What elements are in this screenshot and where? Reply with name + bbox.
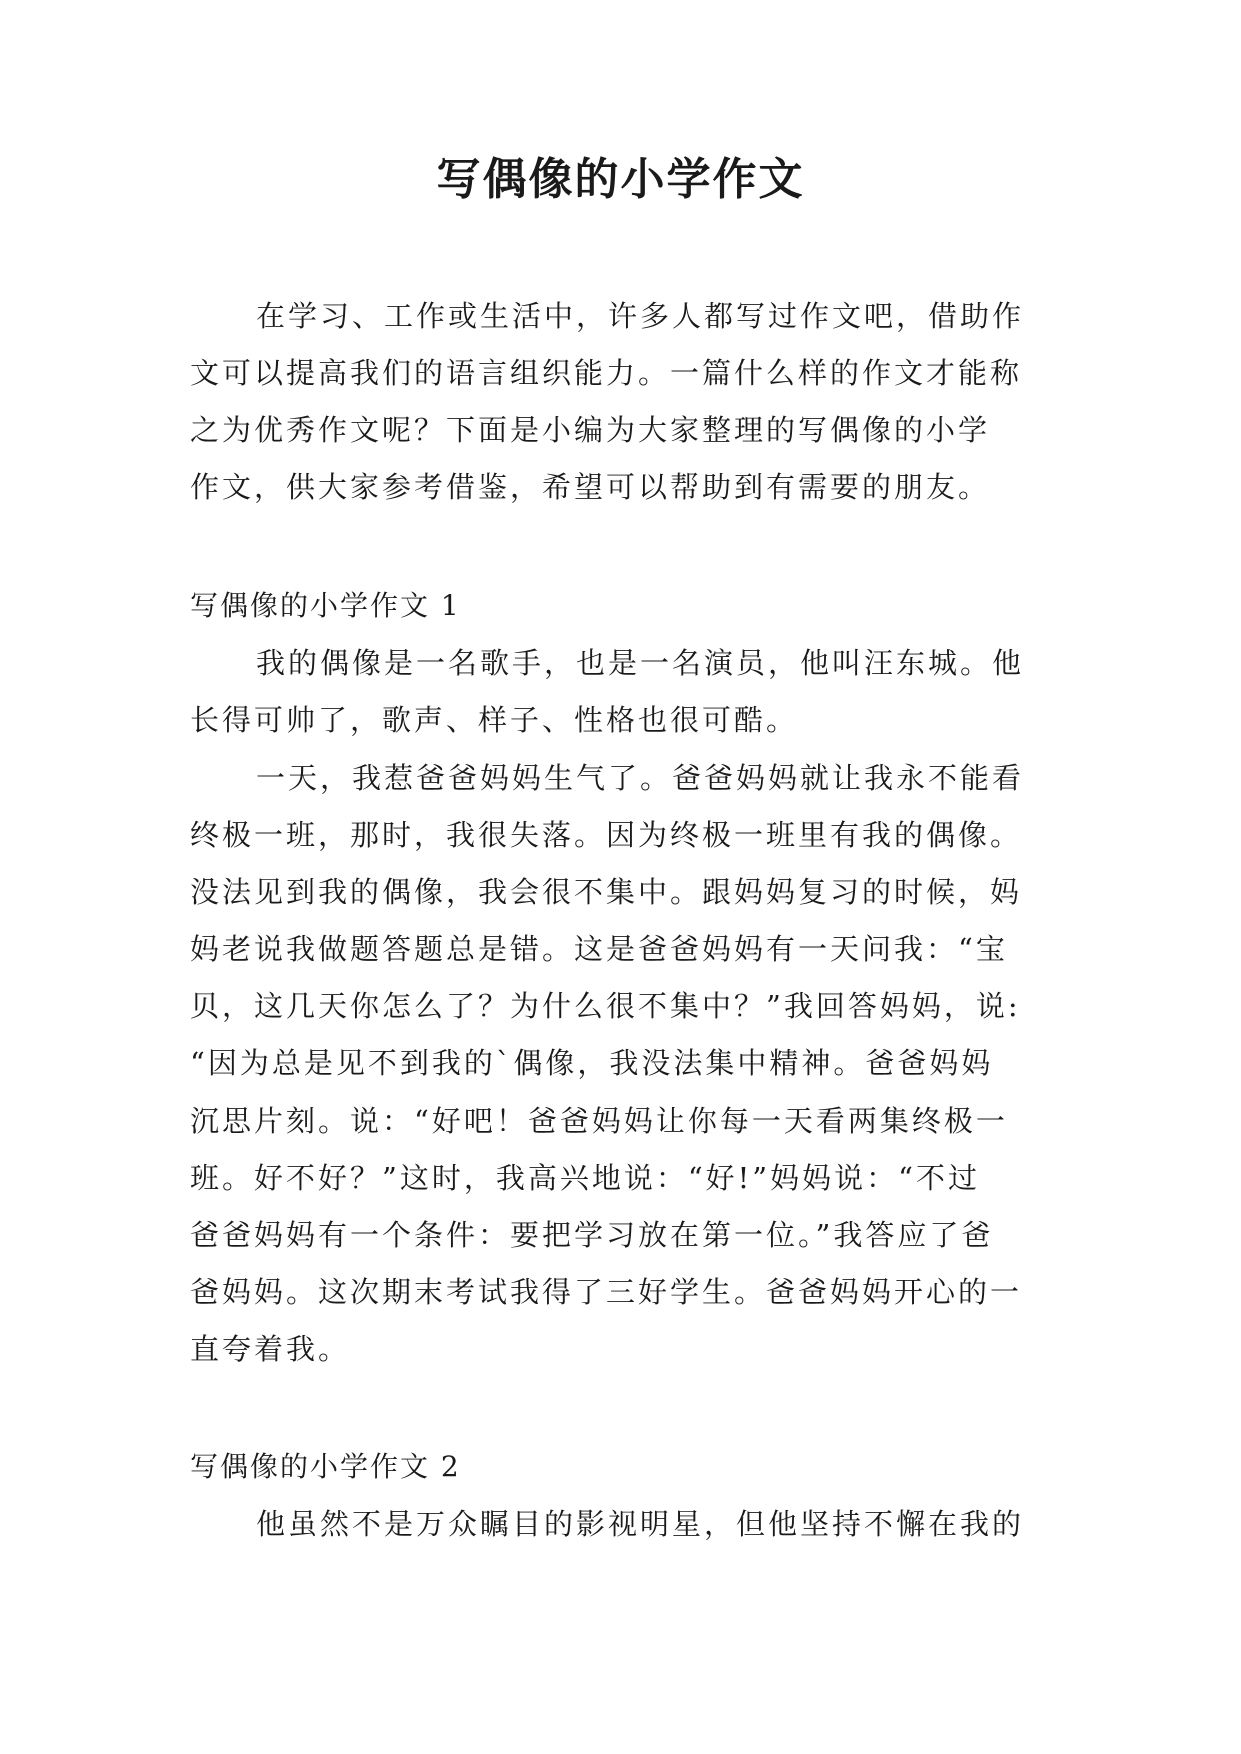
paragraph-line: 长得可帅了，歌声、样子、性格也很可酷。: [190, 703, 799, 737]
paragraph-line: 终极一班，那时，我很失落。因为终极一班里有我的偶像。: [190, 818, 1023, 852]
document-title: 写偶像的小学作文: [436, 154, 805, 205]
paragraph-line: 我的偶像是一名歌手，也是一名演员，他叫汪东城。他: [256, 646, 1025, 680]
paragraph-line: 爸爸妈妈有一个条件：要把学习放在第一位。”我答应了爸: [190, 1218, 994, 1252]
paragraph-line: 直夸着我。: [190, 1332, 351, 1366]
paragraph-line: 沉思片刻。说：“好吧！爸爸妈妈让你每一天看两集终极一: [190, 1104, 1008, 1138]
section-heading: 写偶像的小学作文 2: [190, 1450, 461, 1483]
paragraph-line: 妈老说我做题答题总是错。这是爸爸妈妈有一天问我：“宝: [190, 932, 1008, 966]
paragraph-line: 贝，这几天你怎么了？为什么很不集中？”我回答妈妈，说:: [190, 989, 1021, 1023]
intro-line: 之为优秀作文呢？下面是小编为大家整理的写偶像的小学: [190, 413, 991, 447]
paragraph-line: “因为总是见不到我的`偶像，我没法集中精神。爸爸妈妈: [190, 1046, 994, 1080]
paragraph-line: 他虽然不是万众瞩目的影视明星，但他坚持不懈在我的: [256, 1507, 1025, 1541]
paragraph-line: 一天，我惹爸爸妈妈生气了。爸爸妈妈就让我永不能看: [256, 761, 1025, 795]
intro-line: 在学习、工作或生活中，许多人都写过作文吧，借助作: [256, 299, 1025, 333]
intro-line: 作文，供大家参考借鉴，希望可以帮助到有需要的朋友。: [190, 470, 991, 504]
intro-line: 文可以提高我们的语言组织能力。一篇什么样的作文才能称: [190, 356, 1023, 390]
paragraph-line: 爸妈妈。这次期末考试我得了三好学生。爸爸妈妈开心的一: [190, 1275, 1023, 1309]
paragraph-line: 班。好不好？”这时，我高兴地说：“好!”妈妈说：“不过: [190, 1161, 980, 1195]
section-heading: 写偶像的小学作文 1: [190, 589, 461, 622]
paragraph-line: 没法见到我的偶像，我会很不集中。跟妈妈复习的时候，妈: [190, 875, 1023, 909]
